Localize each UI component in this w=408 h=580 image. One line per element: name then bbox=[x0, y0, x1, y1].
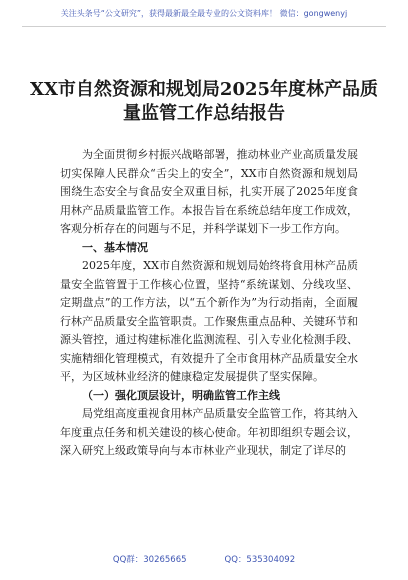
header-divider bbox=[22, 26, 386, 27]
footer-contacts bbox=[0, 554, 408, 566]
design-paragraph: 局党组高度重视食用林产品质量安全监管工作，将其纳入年度重点任务和机关建设的核心使命。年初即组织专题会议，深入研究上级政策导向与本市林业产业现状，制定了详尽的 bbox=[60, 407, 358, 457]
header-note: 关注头条号“公文研究”，获得最新最全最专业的公文资料库！ 微信：gongwenyj bbox=[60, 9, 348, 18]
footer-qq-group: QQ群：30265665 bbox=[112, 555, 187, 565]
basic-situation-paragraph: 2025年度，XX市自然资源和规划局始终将食用林产品质量安全监管置于工作核心位置，坚持“系统谋划、分线攻坚、定期盘点”的工作方法，以“五个新作为”为行动指南，全面履行林产品质量安全监管职责。工作聚焦重点品种、关键环节和源头管控，通过构建标准化监测流程、引入专业化检测手段、实施精细化管理模式，有效提升了全市食用林产品质量安全水平，为区域林业经济的健康稳定发展提供了坚实保障。 bbox=[60, 259, 358, 383]
subsection-heading-design: （一）强化顶层设计，明确监管工作主线 bbox=[82, 388, 280, 402]
document-title: XX市自然资源和规划局2025年度林产品质量监管工作总结报告 bbox=[29, 79, 379, 124]
intro-paragraph: 为全面贯彻乡村振兴战略部署，推动林业产业高质量发展切实保障人民群众“舌尖上的安全”，XX市自然资源和规划局围绕生态安全与食品安全双重目标，扎实开展了2025年度食用林产品质量监管工作。本报告旨在系统总结年度工作成效，客观分析存在的问题与不足，并科学谋划下一步工作方向。 bbox=[60, 148, 358, 235]
document-body bbox=[60, 146, 358, 461]
footer-qq: QQ：535304092 bbox=[224, 555, 296, 565]
section-heading-basic: 一、基本情况 bbox=[82, 240, 148, 254]
